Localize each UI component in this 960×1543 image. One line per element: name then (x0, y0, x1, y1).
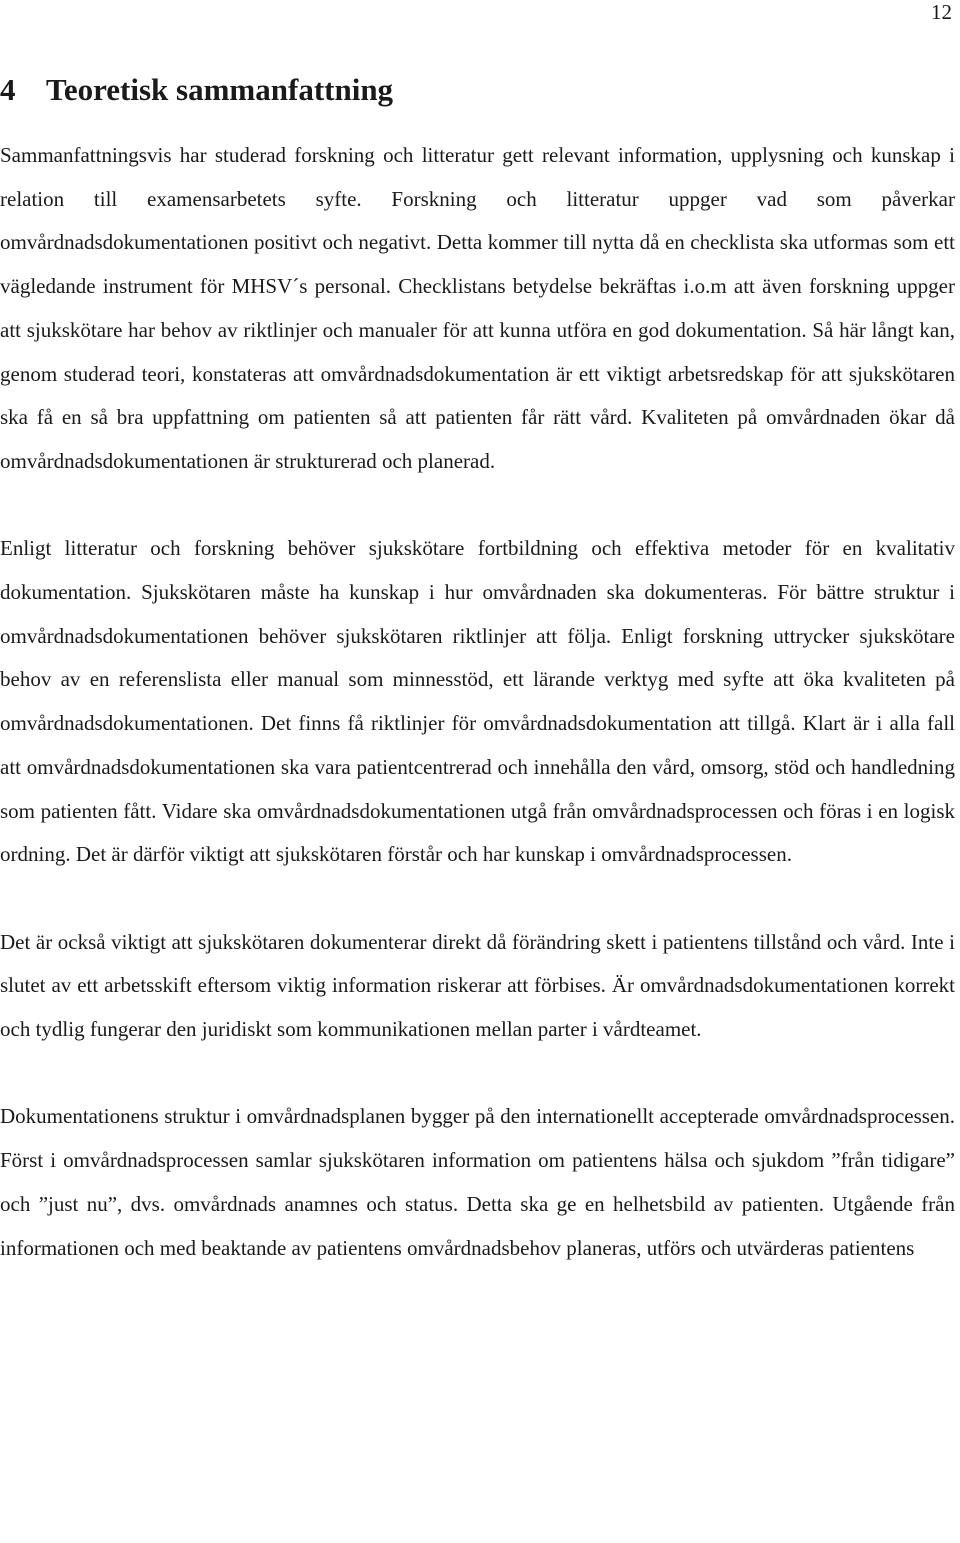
paragraph-3: Det är också viktigt att sjukskötaren dokumenterar direkt då förändring skett i patientens tillstånd och vård. Inte i slutet av ett arbetsskift eftersom viktig information riskerar att förbises. Är omvårdnadsdokumentationen korrekt och tydlig fungerar den juridiskt som kommunikationen mellan parter i vårdteamet. (0, 929, 955, 1042)
section-number: 4 (0, 72, 16, 107)
page-number: 12 (931, 0, 952, 24)
paragraph-4: Dokumentationens struktur i omvårdnadsplanen bygger på den internationellt accepterade omvårdnadsprocessen. Först i omvårdnadsprocessen samlar sjukskötaren information om patientens hälsa och sjukdom ”från tidigare” och ”just nu”, dvs. omvårdnads anamnes och status. Detta ska ge en helhetsbild av patienten. Utgående från informationen och med beaktande av patientens omvårdnadsbehov planeras, utförs och utvärderas patientens (0, 1104, 955, 1260)
paragraph-2: Enligt litteratur och forskning behöver sjukskötare fortbildning och effektiva metoder för en kvalitativ dokumentation. Sjukskötaren måste ha kunskap i hur omvårdnaden ska dokumenteras. För bättre struktur i omvårdnadsdokumentationen behöver sjukskötaren riktlinjer att följa. Enligt forskning uttrycker sjukskötare behov av en referenslista eller manual som minnesstöd, ett lärande verktyg med syfte att öka kvaliteten på omvårdnadsdokumentationen. Det finns få riktlinjer för omvårdnadsdokumentation att tillgå. Klart är i alla fall att omvårdnadsdokumentationen ska vara patientcentrerad och innehålla den vård, omsorg, stöd och handledning som patienten fått. Vidare ska omvårdnadsdokumentationen utgå från omvårdnadsprocessen och föras i en logisk ordning. Det är därför viktigt att sjukskötaren förstår och har kunskap i omvårdnadsprocessen. (0, 536, 955, 867)
section-heading (0, 70, 393, 110)
paragraph-1: Sammanfattningsvis har studerad forskning och litteratur gett relevant information, upplysning och kunskap i relation till examensarbetets syfte. Forskning och litteratur uppger vad som påverkar omvårdnadsdokumentationen positivt och negativt. Detta kommer till nytta då en checklista ska utformas som ett vägledande instrument för MHSV´s personal. Checklistans betydelse bekräftas i.o.m att även forskning uppger att sjukskötare har behov av riktlinjer och manualer för att kunna utföra en god dokumentation. Så här långt kan, genom studerad teori, konstateras att omvårdnadsdokumentation är ett viktigt arbetsredskap för att sjukskötaren ska få en så bra uppfattning om patienten så att patienten får rätt vård. Kvaliteten på omvårdnaden ökar då omvårdnadsdokumentationen är strukturerad och planerad. (0, 143, 955, 473)
body-text (0, 134, 955, 1270)
section-title: Teoretisk sammanfattning (46, 72, 394, 107)
